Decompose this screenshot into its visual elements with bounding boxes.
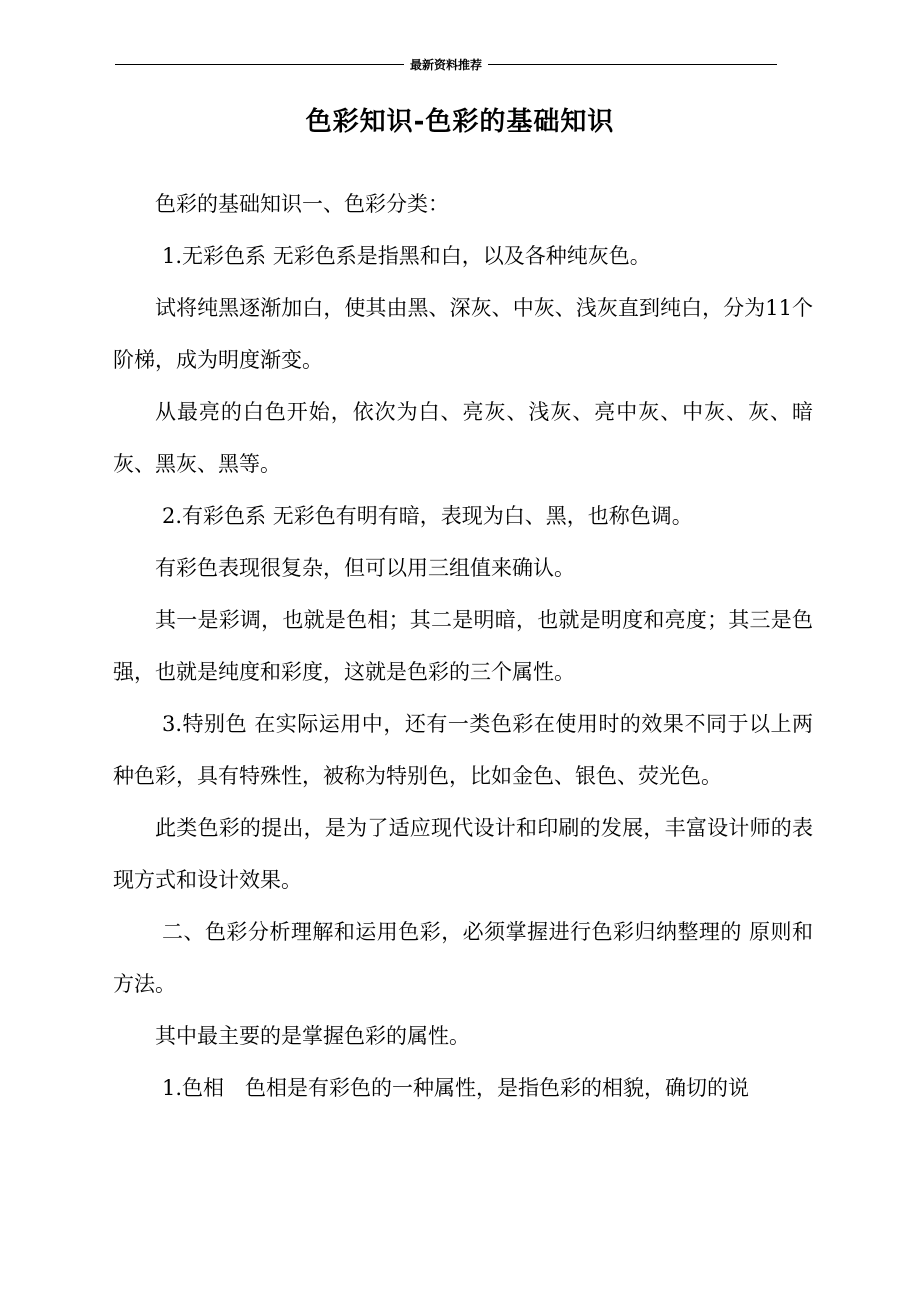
paragraph: 其一是彩调，也就是色相；其二是明暗，也就是明度和亮度；其三是色强，也就是纯度和彩度，这就是色彩的三个属性。 — [113, 608, 813, 684]
paragraph: 1.色相 色相是有彩色的一种属性，是指色彩的相貌，确切的说 — [162, 1076, 750, 1100]
paragraph: 有彩色表现很复杂，但可以用三组值来确认。 — [155, 556, 575, 580]
document-title: 色彩知识-色彩的基础知识 — [305, 107, 615, 137]
paragraph: 1.无彩色系 无彩色系是指黑和白，以及各种纯灰色。 — [162, 244, 651, 268]
paragraph: 试将纯黑逐渐加白，使其由黑、深灰、中灰、浅灰直到纯白，分为11个阶梯，成为明度渐变。 — [113, 296, 813, 372]
header-rule-right — [488, 64, 777, 65]
paragraph: 色彩的基础知识一、色彩分类： — [155, 192, 449, 216]
paragraph: 2.有彩色系 无彩色有明有暗，表现为白、黑，也称色调。 — [162, 504, 693, 528]
header-rule-left — [115, 64, 404, 65]
header-label: 最新资料推荐 — [410, 58, 483, 72]
paragraph: 二、色彩分析理解和运用色彩，必须掌握进行色彩归纳整理的 原则和方法。 — [113, 920, 813, 996]
paragraph: 此类色彩的提出，是为了适应现代设计和印刷的发展，丰富设计师的表现方式和设计效果。 — [113, 816, 813, 892]
paragraph: 3.特别色 在实际运用中，还有一类色彩在使用时的效果不同于以上两种色彩，具有特殊性，被称为特别色，比如金色、银色、荧光色。 — [113, 712, 813, 788]
page-header — [115, 56, 777, 73]
paragraph: 从最亮的白色开始，依次为白、亮灰、浅灰、亮中灰、中灰、灰、暗灰、黑灰、黑等。 — [113, 400, 813, 476]
document-body — [113, 178, 813, 1114]
paragraph: 其中最主要的是掌握色彩的属性。 — [155, 1024, 470, 1048]
